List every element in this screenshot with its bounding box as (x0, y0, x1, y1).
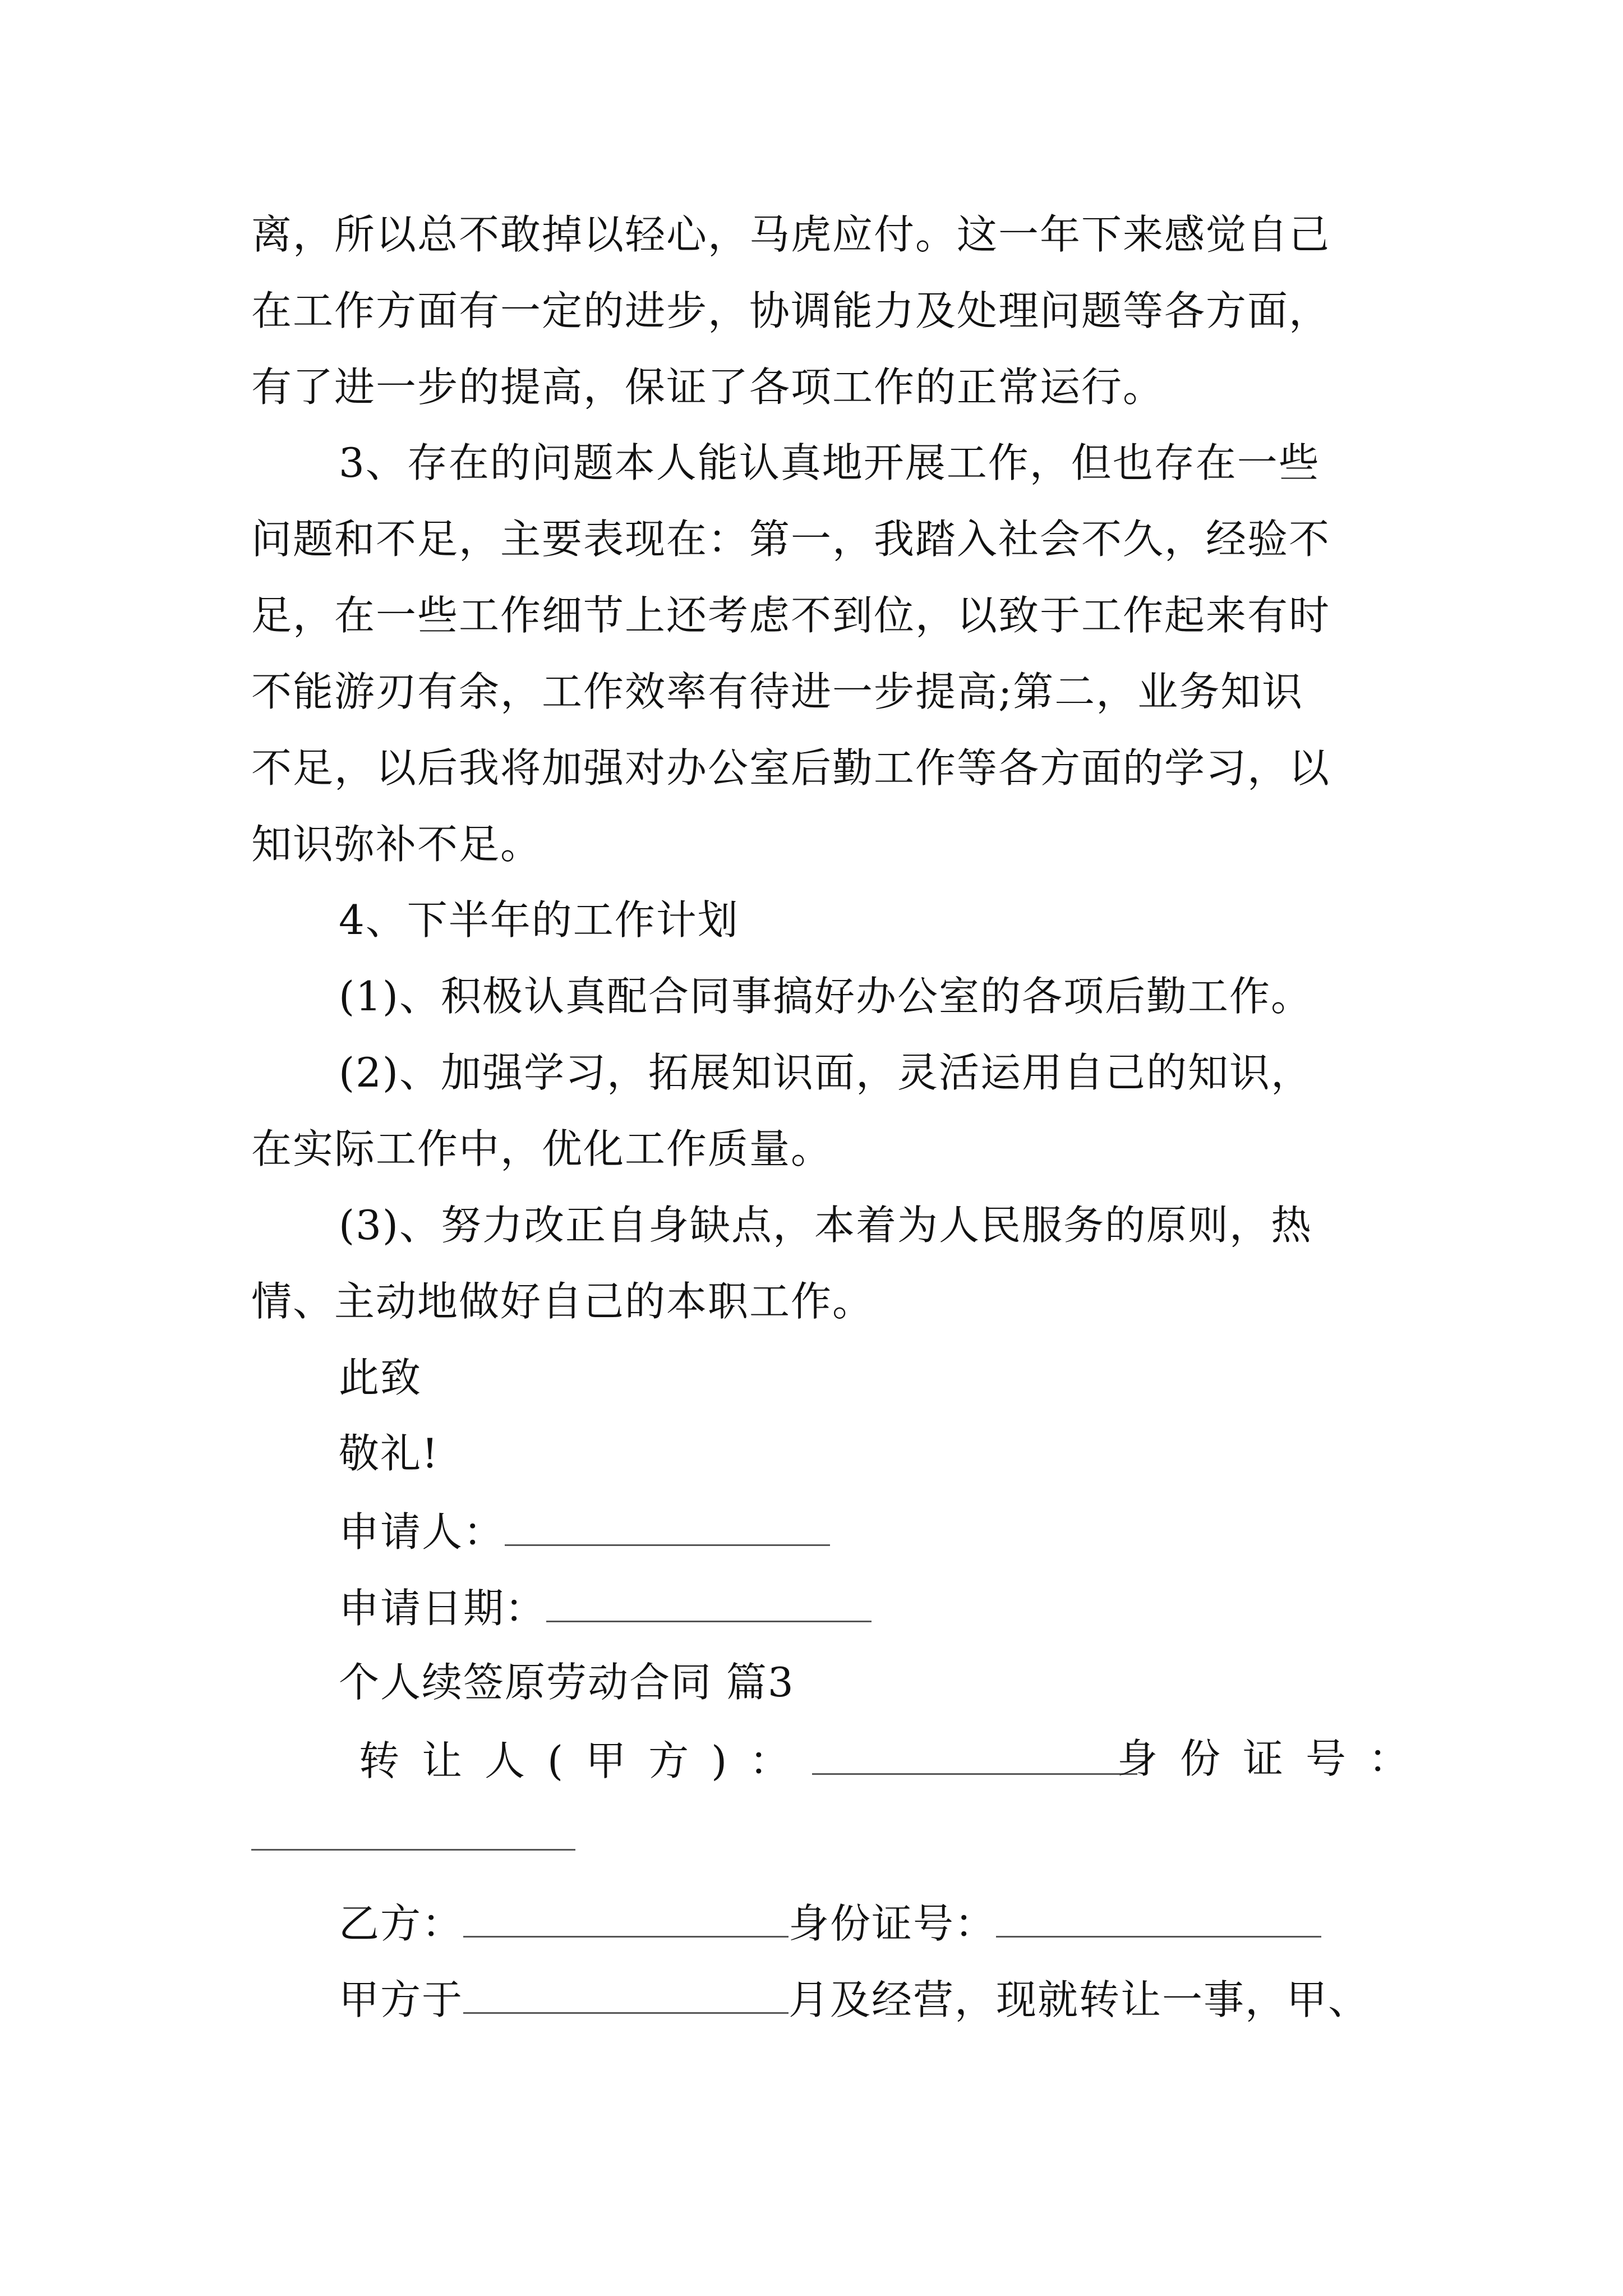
paragraph-line: 不足，以后我将加强对办公室后勤工作等各方面的学习，以 (251, 744, 1331, 792)
party-b-label: 乙方： (339, 1900, 464, 1947)
paragraph-line: 3、存在的问题本人能认真地开展工作，但也存在一些 (339, 439, 1320, 486)
party-b-id-label: 身份证号： (789, 1900, 997, 1947)
paragraph-line: (2)、加强学习，拓展知识面，灵活运用自己的知识， (339, 1049, 1312, 1096)
paragraph-line: 有了进一步的提高，保证了各项工作的正常运行。 (251, 364, 1165, 411)
applicant-label: 申请人： (339, 1508, 505, 1556)
party-a-prefix: 甲方于 (339, 1976, 464, 2023)
apply-date-label: 申请日期： (339, 1585, 547, 1632)
paragraph-line: 不能游刃有余，工作效率有待进一步提高;第二，业务知识 (251, 668, 1304, 715)
paragraph-line: 在实际工作中，优化工作质量。 (251, 1125, 833, 1172)
applicant-row (339, 1502, 830, 1560)
id-number-label: 身份证号： (1117, 1735, 1432, 1782)
applicant-blank[interactable] (505, 1502, 830, 1546)
transferor-blank[interactable] (812, 1731, 1137, 1775)
section-title: 个人续签原劳动合同 篇3 (339, 1659, 795, 1706)
paragraph-line: 足，在一些工作细节上还考虑不到位，以致于工作起来有时 (251, 592, 1331, 639)
paragraph-line: (1)、积极认真配合同事搞好办公室的各项后勤工作。 (339, 973, 1312, 1020)
closing-line: 敬礼! (339, 1430, 439, 1477)
paragraph-line: 情、主动地做好自己的本职工作。 (251, 1278, 874, 1325)
paragraph-line: 离，所以总不敢掉以轻心，马虎应付。这一年下来感觉自己 (251, 211, 1331, 258)
paragraph-line: 在工作方面有一定的进步，协调能力及处理问题等各方面， (251, 287, 1331, 334)
party-b-blank[interactable] (463, 1893, 789, 1938)
transferor-row (359, 1731, 1137, 1789)
party-a-suffix: 月及经营，现就转让一事，甲、 (789, 1976, 1370, 2023)
id-number-row (1117, 1731, 1431, 1787)
apply-date-blank[interactable] (546, 1578, 872, 1622)
party-b-row (339, 1893, 1321, 1952)
party-a-row (339, 1970, 1370, 2028)
paragraph-line: 4、下半年的工作计划 (339, 896, 739, 944)
apply-date-row (339, 1578, 872, 1636)
closing-line: 此致 (339, 1354, 422, 1401)
party-b-id-blank[interactable] (996, 1893, 1321, 1938)
id-number-blank[interactable] (251, 1849, 575, 1851)
party-a-blank[interactable] (463, 1970, 789, 2014)
transferor-label: 转让人(甲方)： (359, 1737, 813, 1784)
paragraph-line: 知识弥补不足。 (251, 821, 542, 868)
paragraph-line: (3)、努力改正自身缺点，本着为人民服务的原则，热 (339, 1202, 1312, 1249)
paragraph-line: 问题和不足，主要表现在：第一，我踏入社会不久，经验不 (251, 516, 1331, 563)
